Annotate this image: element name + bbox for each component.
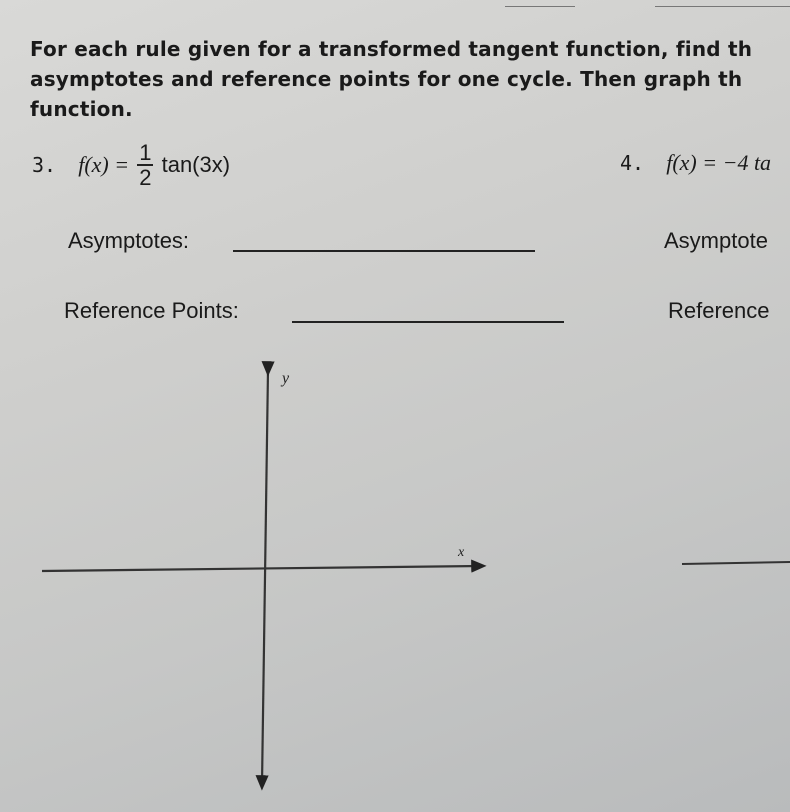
function-rhs: tan(3x) xyxy=(161,151,231,177)
instructions-text: For each rule given for a transformed tangent function, find th asymptotes and reference points for one cycle. Then graph th function. xyxy=(30,37,753,121)
asymptotes-label-right: Asymptote xyxy=(664,228,768,253)
x-axis-label: x xyxy=(458,545,465,560)
asymptotes-label: Asymptotes: xyxy=(68,228,190,253)
reference-points-label: Reference Points: xyxy=(64,298,239,323)
y-axis xyxy=(262,370,268,784)
fraction-denominator: 2 xyxy=(139,165,152,190)
fraction-numerator: 1 xyxy=(139,140,152,165)
y-axis-label: y xyxy=(282,370,290,387)
x-axis xyxy=(42,566,480,571)
reference-label-right: Reference xyxy=(668,298,770,323)
problem-number: 3. xyxy=(32,152,57,177)
function-lhs: f(x) = xyxy=(78,151,130,177)
function-expression: f(x) = −4 ta xyxy=(666,150,772,175)
x-axis-right-fragment xyxy=(682,562,790,564)
problem-number: 4. xyxy=(620,151,645,175)
